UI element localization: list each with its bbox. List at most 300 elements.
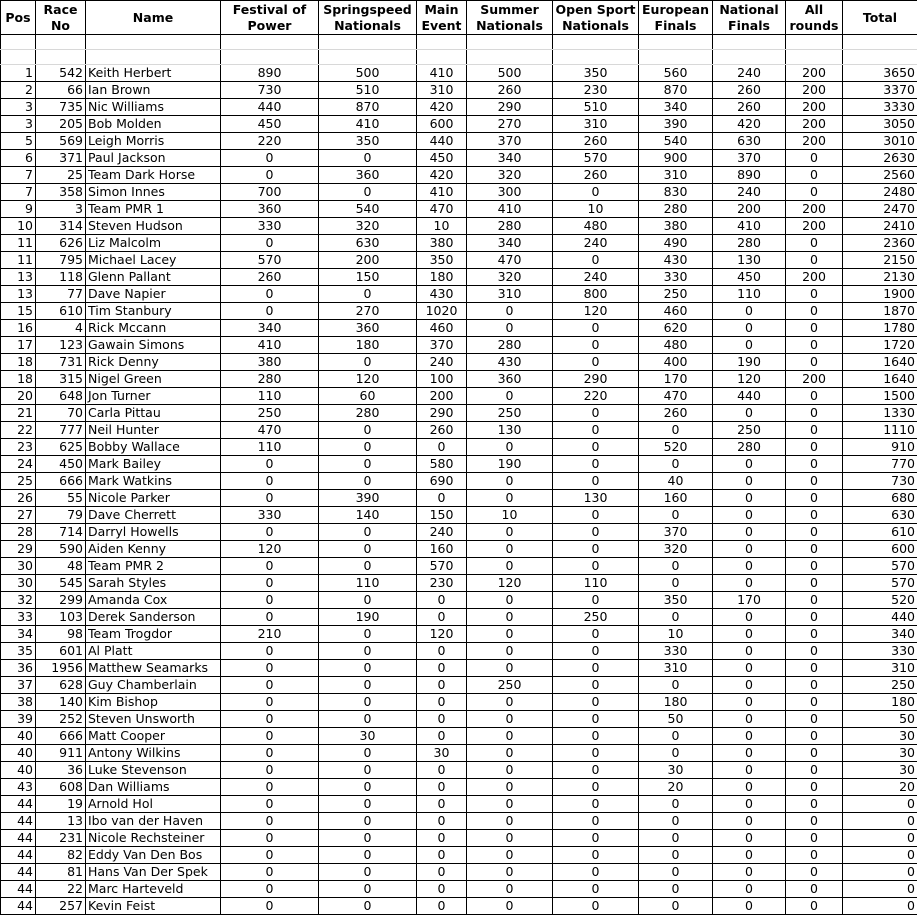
cell-festival-of-power[interactable]: 380	[221, 354, 319, 371]
cell-summer-nationals[interactable]: 0	[467, 541, 553, 558]
cell-festival-of-power[interactable]: 570	[221, 252, 319, 269]
cell-summer-nationals[interactable]: 290	[467, 99, 553, 116]
cell-name[interactable]: Luke Stevenson	[86, 762, 221, 779]
empty-cell[interactable]	[786, 35, 843, 50]
cell-national-finals[interactable]: 0	[713, 507, 786, 524]
cell-festival-of-power[interactable]: 0	[221, 660, 319, 677]
cell-european-finals[interactable]: 310	[639, 660, 713, 677]
cell-pos[interactable]: 1	[1, 65, 36, 82]
empty-cell[interactable]	[467, 35, 553, 50]
cell-total[interactable]: 0	[843, 847, 917, 864]
cell-name[interactable]: Paul Jackson	[86, 150, 221, 167]
cell-springspeed-nationals[interactable]: 60	[319, 388, 417, 405]
cell-european-finals[interactable]: 10	[639, 626, 713, 643]
cell-open-sport-nationals[interactable]: 0	[553, 354, 639, 371]
cell-race-no[interactable]: 19	[36, 796, 86, 813]
cell-festival-of-power[interactable]: 0	[221, 609, 319, 626]
cell-european-finals[interactable]: 460	[639, 303, 713, 320]
cell-race-no[interactable]: 314	[36, 218, 86, 235]
cell-summer-nationals[interactable]: 360	[467, 371, 553, 388]
cell-summer-nationals[interactable]: 0	[467, 745, 553, 762]
cell-springspeed-nationals[interactable]: 410	[319, 116, 417, 133]
cell-pos[interactable]: 2	[1, 82, 36, 99]
cell-national-finals[interactable]: 0	[713, 898, 786, 915]
cell-all-rounds[interactable]: 200	[786, 269, 843, 286]
cell-race-no[interactable]: 98	[36, 626, 86, 643]
cell-springspeed-nationals[interactable]: 120	[319, 371, 417, 388]
cell-summer-nationals[interactable]: 470	[467, 252, 553, 269]
cell-festival-of-power[interactable]: 0	[221, 490, 319, 507]
cell-total[interactable]: 630	[843, 507, 917, 524]
cell-total[interactable]: 1640	[843, 371, 917, 388]
cell-all-rounds[interactable]: 0	[786, 643, 843, 660]
cell-name[interactable]: Bobby Wallace	[86, 439, 221, 456]
cell-festival-of-power[interactable]: 440	[221, 99, 319, 116]
cell-national-finals[interactable]: 890	[713, 167, 786, 184]
cell-race-no[interactable]: 371	[36, 150, 86, 167]
cell-main-event[interactable]: 580	[417, 456, 467, 473]
cell-all-rounds[interactable]: 0	[786, 660, 843, 677]
cell-main-event[interactable]: 0	[417, 847, 467, 864]
cell-european-finals[interactable]: 0	[639, 830, 713, 847]
cell-festival-of-power[interactable]: 700	[221, 184, 319, 201]
cell-national-finals[interactable]: 0	[713, 643, 786, 660]
cell-race-no[interactable]: 118	[36, 269, 86, 286]
cell-springspeed-nationals[interactable]: 0	[319, 711, 417, 728]
cell-all-rounds[interactable]: 0	[786, 711, 843, 728]
cell-race-no[interactable]: 608	[36, 779, 86, 796]
cell-main-event[interactable]: 150	[417, 507, 467, 524]
cell-national-finals[interactable]: 130	[713, 252, 786, 269]
empty-cell[interactable]	[1, 35, 36, 50]
cell-main-event[interactable]: 0	[417, 490, 467, 507]
cell-name[interactable]: Nicole Parker	[86, 490, 221, 507]
cell-festival-of-power[interactable]: 250	[221, 405, 319, 422]
cell-pos[interactable]: 13	[1, 286, 36, 303]
cell-race-no[interactable]: 795	[36, 252, 86, 269]
cell-race-no[interactable]: 82	[36, 847, 86, 864]
cell-race-no[interactable]: 731	[36, 354, 86, 371]
cell-springspeed-nationals[interactable]: 0	[319, 660, 417, 677]
cell-national-finals[interactable]: 250	[713, 422, 786, 439]
header-name[interactable]	[86, 1, 221, 35]
empty-cell[interactable]	[1, 50, 36, 65]
cell-springspeed-nationals[interactable]: 390	[319, 490, 417, 507]
cell-pos[interactable]: 7	[1, 167, 36, 184]
cell-national-finals[interactable]: 260	[713, 82, 786, 99]
cell-main-event[interactable]: 230	[417, 575, 467, 592]
cell-main-event[interactable]: 460	[417, 320, 467, 337]
cell-total[interactable]: 0	[843, 898, 917, 915]
cell-race-no[interactable]: 569	[36, 133, 86, 150]
cell-pos[interactable]: 38	[1, 694, 36, 711]
cell-pos[interactable]: 22	[1, 422, 36, 439]
header-european-finals[interactable]	[639, 1, 713, 35]
cell-european-finals[interactable]: 400	[639, 354, 713, 371]
cell-european-finals[interactable]: 480	[639, 337, 713, 354]
cell-name[interactable]: Nic Williams	[86, 99, 221, 116]
cell-total[interactable]: 1640	[843, 354, 917, 371]
cell-all-rounds[interactable]: 0	[786, 694, 843, 711]
cell-main-event[interactable]: 240	[417, 524, 467, 541]
cell-national-finals[interactable]: 0	[713, 303, 786, 320]
cell-springspeed-nationals[interactable]: 870	[319, 99, 417, 116]
cell-open-sport-nationals[interactable]: 0	[553, 558, 639, 575]
cell-total[interactable]: 30	[843, 762, 917, 779]
cell-all-rounds[interactable]: 0	[786, 320, 843, 337]
empty-cell[interactable]	[639, 35, 713, 50]
cell-festival-of-power[interactable]: 730	[221, 82, 319, 99]
cell-summer-nationals[interactable]: 320	[467, 167, 553, 184]
cell-all-rounds[interactable]: 0	[786, 337, 843, 354]
cell-open-sport-nationals[interactable]: 0	[553, 337, 639, 354]
cell-springspeed-nationals[interactable]: 0	[319, 881, 417, 898]
cell-festival-of-power[interactable]: 0	[221, 762, 319, 779]
cell-european-finals[interactable]: 350	[639, 592, 713, 609]
cell-national-finals[interactable]: 0	[713, 847, 786, 864]
cell-pos[interactable]: 18	[1, 354, 36, 371]
cell-european-finals[interactable]: 0	[639, 609, 713, 626]
cell-main-event[interactable]: 0	[417, 864, 467, 881]
cell-european-finals[interactable]: 0	[639, 847, 713, 864]
cell-open-sport-nationals[interactable]: 0	[553, 762, 639, 779]
cell-main-event[interactable]: 0	[417, 677, 467, 694]
cell-pos[interactable]: 33	[1, 609, 36, 626]
cell-open-sport-nationals[interactable]: 260	[553, 167, 639, 184]
empty-cell[interactable]	[417, 50, 467, 65]
cell-open-sport-nationals[interactable]: 240	[553, 235, 639, 252]
cell-summer-nationals[interactable]: 0	[467, 898, 553, 915]
cell-springspeed-nationals[interactable]: 0	[319, 558, 417, 575]
cell-name[interactable]: Matt Cooper	[86, 728, 221, 745]
cell-european-finals[interactable]: 430	[639, 252, 713, 269]
cell-festival-of-power[interactable]: 0	[221, 864, 319, 881]
cell-open-sport-nationals[interactable]: 0	[553, 422, 639, 439]
cell-springspeed-nationals[interactable]: 0	[319, 150, 417, 167]
cell-pos[interactable]: 11	[1, 252, 36, 269]
cell-festival-of-power[interactable]: 0	[221, 677, 319, 694]
cell-festival-of-power[interactable]: 0	[221, 558, 319, 575]
cell-european-finals[interactable]: 520	[639, 439, 713, 456]
cell-open-sport-nationals[interactable]: 250	[553, 609, 639, 626]
cell-european-finals[interactable]: 490	[639, 235, 713, 252]
empty-cell[interactable]	[713, 35, 786, 50]
cell-pos[interactable]: 37	[1, 677, 36, 694]
cell-springspeed-nationals[interactable]: 0	[319, 184, 417, 201]
cell-total[interactable]: 520	[843, 592, 917, 609]
cell-total[interactable]: 1780	[843, 320, 917, 337]
cell-open-sport-nationals[interactable]: 0	[553, 473, 639, 490]
cell-name[interactable]: Amanda Cox	[86, 592, 221, 609]
cell-festival-of-power[interactable]: 0	[221, 592, 319, 609]
empty-cell[interactable]	[786, 50, 843, 65]
cell-festival-of-power[interactable]: 0	[221, 813, 319, 830]
cell-springspeed-nationals[interactable]: 0	[319, 898, 417, 915]
cell-summer-nationals[interactable]: 280	[467, 218, 553, 235]
cell-main-event[interactable]: 0	[417, 694, 467, 711]
cell-festival-of-power[interactable]: 0	[221, 456, 319, 473]
cell-name[interactable]: Aiden Kenny	[86, 541, 221, 558]
cell-springspeed-nationals[interactable]: 0	[319, 626, 417, 643]
cell-national-finals[interactable]: 0	[713, 558, 786, 575]
cell-name[interactable]: Kevin Feist	[86, 898, 221, 915]
cell-total[interactable]: 2630	[843, 150, 917, 167]
cell-open-sport-nationals[interactable]: 570	[553, 150, 639, 167]
cell-open-sport-nationals[interactable]: 0	[553, 830, 639, 847]
cell-national-finals[interactable]: 440	[713, 388, 786, 405]
cell-european-finals[interactable]: 30	[639, 762, 713, 779]
cell-festival-of-power[interactable]: 110	[221, 388, 319, 405]
cell-name[interactable]: Rick Mccann	[86, 320, 221, 337]
cell-national-finals[interactable]: 0	[713, 541, 786, 558]
empty-cell[interactable]	[553, 35, 639, 50]
cell-pos[interactable]: 44	[1, 864, 36, 881]
cell-all-rounds[interactable]: 0	[786, 405, 843, 422]
cell-race-no[interactable]: 315	[36, 371, 86, 388]
cell-all-rounds[interactable]: 0	[786, 796, 843, 813]
cell-european-finals[interactable]: 0	[639, 422, 713, 439]
cell-national-finals[interactable]: 0	[713, 762, 786, 779]
cell-name[interactable]: Keith Herbert	[86, 65, 221, 82]
cell-race-no[interactable]: 231	[36, 830, 86, 847]
cell-all-rounds[interactable]: 0	[786, 813, 843, 830]
cell-name[interactable]: Michael Lacey	[86, 252, 221, 269]
cell-summer-nationals[interactable]: 0	[467, 728, 553, 745]
cell-pos[interactable]: 15	[1, 303, 36, 320]
cell-name[interactable]: Eddy Van Den Bos	[86, 847, 221, 864]
cell-national-finals[interactable]: 260	[713, 99, 786, 116]
cell-pos[interactable]: 23	[1, 439, 36, 456]
cell-european-finals[interactable]: 320	[639, 541, 713, 558]
cell-springspeed-nationals[interactable]: 320	[319, 218, 417, 235]
cell-national-finals[interactable]: 0	[713, 626, 786, 643]
cell-festival-of-power[interactable]: 0	[221, 830, 319, 847]
cell-summer-nationals[interactable]: 0	[467, 303, 553, 320]
cell-open-sport-nationals[interactable]: 0	[553, 677, 639, 694]
cell-all-rounds[interactable]: 0	[786, 490, 843, 507]
cell-summer-nationals[interactable]: 500	[467, 65, 553, 82]
cell-total[interactable]: 0	[843, 796, 917, 813]
cell-festival-of-power[interactable]: 0	[221, 711, 319, 728]
empty-cell[interactable]	[417, 35, 467, 50]
header-main-event[interactable]	[417, 1, 467, 35]
cell-summer-nationals[interactable]: 0	[467, 779, 553, 796]
cell-european-finals[interactable]: 470	[639, 388, 713, 405]
cell-total[interactable]: 610	[843, 524, 917, 541]
cell-european-finals[interactable]: 0	[639, 864, 713, 881]
cell-name[interactable]: Darryl Howells	[86, 524, 221, 541]
cell-total[interactable]: 3010	[843, 133, 917, 150]
cell-all-rounds[interactable]: 0	[786, 235, 843, 252]
cell-festival-of-power[interactable]: 0	[221, 779, 319, 796]
cell-festival-of-power[interactable]: 0	[221, 898, 319, 915]
empty-cell[interactable]	[639, 50, 713, 65]
cell-race-no[interactable]: 140	[36, 694, 86, 711]
cell-main-event[interactable]: 200	[417, 388, 467, 405]
cell-main-event[interactable]: 30	[417, 745, 467, 762]
cell-open-sport-nationals[interactable]: 350	[553, 65, 639, 82]
cell-national-finals[interactable]: 0	[713, 490, 786, 507]
cell-all-rounds[interactable]: 0	[786, 847, 843, 864]
cell-main-event[interactable]: 450	[417, 150, 467, 167]
cell-national-finals[interactable]: 280	[713, 439, 786, 456]
cell-name[interactable]: Liz Malcolm	[86, 235, 221, 252]
cell-name[interactable]: Rick Denny	[86, 354, 221, 371]
cell-total[interactable]: 0	[843, 864, 917, 881]
cell-springspeed-nationals[interactable]: 0	[319, 456, 417, 473]
cell-total[interactable]: 440	[843, 609, 917, 626]
cell-main-event[interactable]: 160	[417, 541, 467, 558]
cell-european-finals[interactable]: 370	[639, 524, 713, 541]
cell-main-event[interactable]: 0	[417, 881, 467, 898]
cell-national-finals[interactable]: 0	[713, 660, 786, 677]
cell-name[interactable]: Hans Van Der Spek	[86, 864, 221, 881]
cell-open-sport-nationals[interactable]: 0	[553, 507, 639, 524]
cell-pos[interactable]: 30	[1, 558, 36, 575]
cell-total[interactable]: 250	[843, 677, 917, 694]
cell-race-no[interactable]: 601	[36, 643, 86, 660]
cell-main-event[interactable]: 350	[417, 252, 467, 269]
cell-main-event[interactable]: 10	[417, 218, 467, 235]
cell-all-rounds[interactable]: 0	[786, 881, 843, 898]
empty-cell[interactable]	[221, 50, 319, 65]
cell-pos[interactable]: 35	[1, 643, 36, 660]
cell-european-finals[interactable]: 390	[639, 116, 713, 133]
cell-total[interactable]: 2360	[843, 235, 917, 252]
cell-open-sport-nationals[interactable]: 310	[553, 116, 639, 133]
cell-summer-nationals[interactable]: 340	[467, 235, 553, 252]
cell-all-rounds[interactable]: 0	[786, 524, 843, 541]
cell-pos[interactable]: 18	[1, 371, 36, 388]
cell-all-rounds[interactable]: 200	[786, 65, 843, 82]
cell-main-event[interactable]: 440	[417, 133, 467, 150]
cell-open-sport-nationals[interactable]: 0	[553, 405, 639, 422]
cell-summer-nationals[interactable]: 0	[467, 473, 553, 490]
cell-name[interactable]: Ibo van der Haven	[86, 813, 221, 830]
cell-name[interactable]: Ian Brown	[86, 82, 221, 99]
cell-main-event[interactable]: 0	[417, 711, 467, 728]
cell-summer-nationals[interactable]: 0	[467, 643, 553, 660]
cell-name[interactable]: Dave Cherrett	[86, 507, 221, 524]
cell-main-event[interactable]: 420	[417, 167, 467, 184]
cell-national-finals[interactable]: 0	[713, 456, 786, 473]
cell-pos[interactable]: 40	[1, 745, 36, 762]
cell-pos[interactable]: 7	[1, 184, 36, 201]
header-all-rounds[interactable]	[786, 1, 843, 35]
cell-main-event[interactable]: 0	[417, 762, 467, 779]
cell-summer-nationals[interactable]: 250	[467, 677, 553, 694]
cell-festival-of-power[interactable]: 0	[221, 303, 319, 320]
cell-national-finals[interactable]: 0	[713, 813, 786, 830]
cell-springspeed-nationals[interactable]: 0	[319, 524, 417, 541]
cell-name[interactable]: Mark Watkins	[86, 473, 221, 490]
cell-all-rounds[interactable]: 200	[786, 82, 843, 99]
empty-cell[interactable]	[553, 50, 639, 65]
cell-name[interactable]: Steven Unsworth	[86, 711, 221, 728]
cell-main-event[interactable]: 310	[417, 82, 467, 99]
cell-springspeed-nationals[interactable]: 0	[319, 422, 417, 439]
cell-name[interactable]: Derek Sanderson	[86, 609, 221, 626]
cell-summer-nationals[interactable]: 120	[467, 575, 553, 592]
cell-summer-nationals[interactable]: 0	[467, 558, 553, 575]
cell-open-sport-nationals[interactable]: 0	[553, 660, 639, 677]
cell-national-finals[interactable]: 0	[713, 320, 786, 337]
cell-open-sport-nationals[interactable]: 0	[553, 439, 639, 456]
cell-total[interactable]: 340	[843, 626, 917, 643]
cell-summer-nationals[interactable]: 0	[467, 626, 553, 643]
cell-total[interactable]: 2470	[843, 201, 917, 218]
cell-main-event[interactable]: 0	[417, 643, 467, 660]
cell-festival-of-power[interactable]: 0	[221, 524, 319, 541]
cell-all-rounds[interactable]: 0	[786, 507, 843, 524]
cell-european-finals[interactable]: 900	[639, 150, 713, 167]
cell-all-rounds[interactable]: 0	[786, 184, 843, 201]
header-pos[interactable]	[1, 1, 36, 35]
cell-main-event[interactable]: 410	[417, 184, 467, 201]
cell-summer-nationals[interactable]: 280	[467, 337, 553, 354]
cell-springspeed-nationals[interactable]: 30	[319, 728, 417, 745]
cell-name[interactable]: Simon Innes	[86, 184, 221, 201]
cell-springspeed-nationals[interactable]: 0	[319, 864, 417, 881]
cell-race-no[interactable]: 610	[36, 303, 86, 320]
cell-race-no[interactable]: 735	[36, 99, 86, 116]
cell-national-finals[interactable]: 0	[713, 881, 786, 898]
cell-open-sport-nationals[interactable]: 0	[553, 541, 639, 558]
cell-pos[interactable]: 44	[1, 898, 36, 915]
cell-national-finals[interactable]: 200	[713, 201, 786, 218]
cell-pos[interactable]: 11	[1, 235, 36, 252]
cell-race-no[interactable]: 123	[36, 337, 86, 354]
cell-total[interactable]: 770	[843, 456, 917, 473]
cell-european-finals[interactable]: 0	[639, 558, 713, 575]
cell-springspeed-nationals[interactable]: 0	[319, 830, 417, 847]
cell-summer-nationals[interactable]: 300	[467, 184, 553, 201]
cell-race-no[interactable]: 299	[36, 592, 86, 609]
cell-pos[interactable]: 10	[1, 218, 36, 235]
cell-national-finals[interactable]: 420	[713, 116, 786, 133]
header-national-finals[interactable]	[713, 1, 786, 35]
cell-european-finals[interactable]: 260	[639, 405, 713, 422]
cell-name[interactable]: Sarah Styles	[86, 575, 221, 592]
cell-main-event[interactable]: 0	[417, 592, 467, 609]
cell-race-no[interactable]: 66	[36, 82, 86, 99]
cell-european-finals[interactable]: 0	[639, 728, 713, 745]
cell-springspeed-nationals[interactable]: 0	[319, 745, 417, 762]
cell-festival-of-power[interactable]: 0	[221, 745, 319, 762]
cell-pos[interactable]: 32	[1, 592, 36, 609]
cell-all-rounds[interactable]: 0	[786, 422, 843, 439]
cell-name[interactable]: Tim Stanbury	[86, 303, 221, 320]
cell-open-sport-nationals[interactable]: 0	[553, 694, 639, 711]
cell-summer-nationals[interactable]: 0	[467, 864, 553, 881]
cell-national-finals[interactable]: 0	[713, 337, 786, 354]
cell-summer-nationals[interactable]: 0	[467, 439, 553, 456]
cell-festival-of-power[interactable]: 0	[221, 694, 319, 711]
cell-race-no[interactable]: 3	[36, 201, 86, 218]
cell-pos[interactable]: 3	[1, 99, 36, 116]
cell-main-event[interactable]: 260	[417, 422, 467, 439]
cell-springspeed-nationals[interactable]: 150	[319, 269, 417, 286]
cell-race-no[interactable]: 55	[36, 490, 86, 507]
cell-springspeed-nationals[interactable]: 280	[319, 405, 417, 422]
cell-main-event[interactable]: 370	[417, 337, 467, 354]
cell-festival-of-power[interactable]: 0	[221, 728, 319, 745]
cell-total[interactable]: 3370	[843, 82, 917, 99]
cell-summer-nationals[interactable]: 0	[467, 813, 553, 830]
cell-name[interactable]: Bob Molden	[86, 116, 221, 133]
cell-summer-nationals[interactable]: 0	[467, 660, 553, 677]
cell-total[interactable]: 2480	[843, 184, 917, 201]
